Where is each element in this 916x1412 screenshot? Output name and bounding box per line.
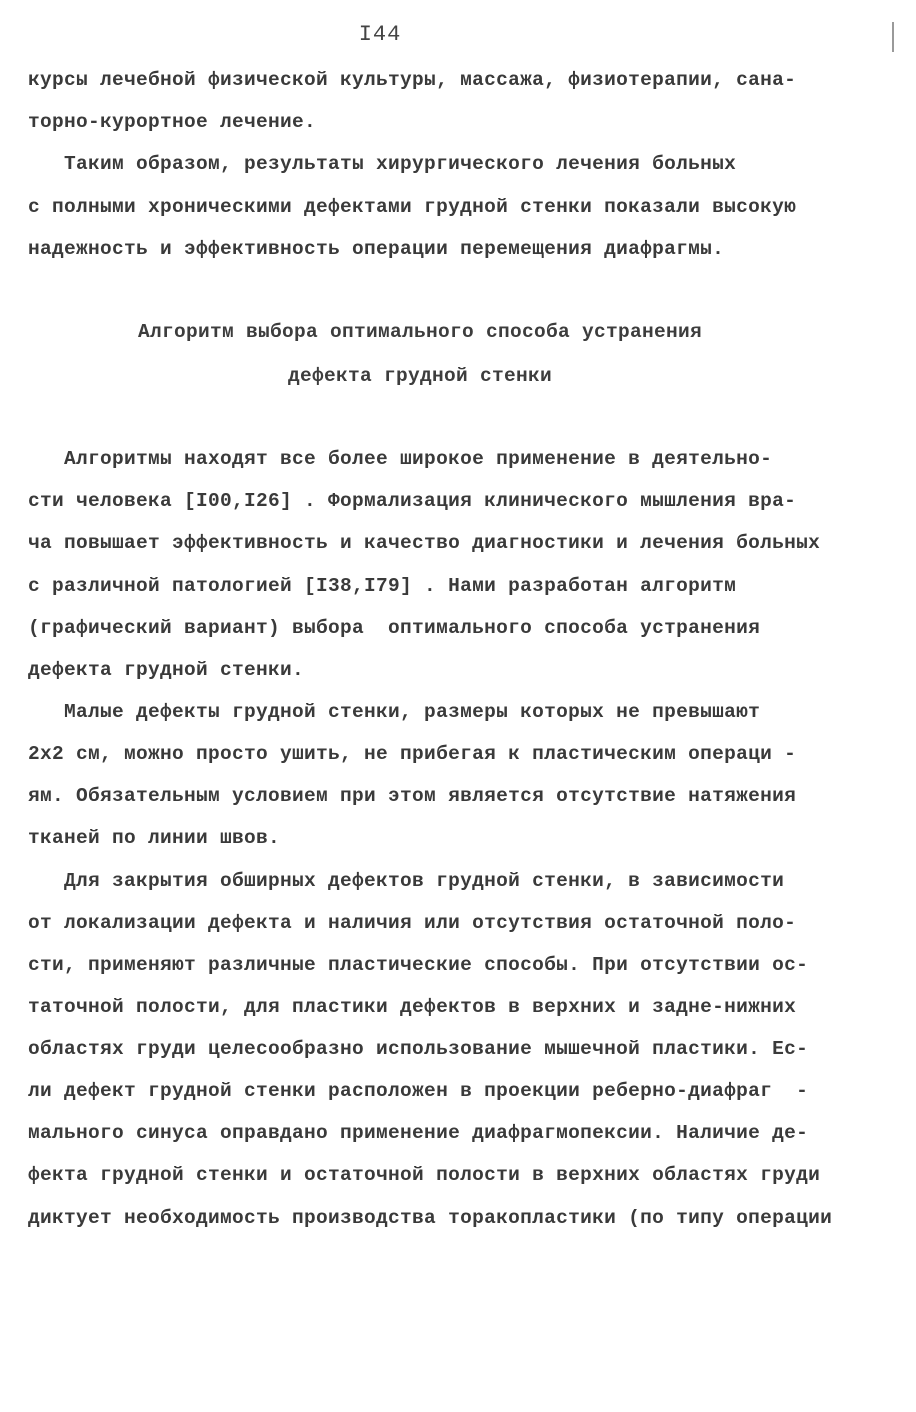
text-line: ли дефект грудной стенки расположен в проекции реберно-диафраг - bbox=[28, 1080, 809, 1102]
text-line: от локализации дефекта и наличия или отсутствия остаточной поло- bbox=[28, 912, 797, 934]
text-line: с различной патологией [I38,I79] . Нами разработан алгоритм bbox=[28, 575, 737, 597]
text-line: Для закрытия обширных дефектов грудной стенки, в зависимости bbox=[28, 870, 785, 892]
page-number: I44 bbox=[358, 22, 402, 47]
text-line: Малые дефекты грудной стенки, размеры которых не превышают bbox=[28, 701, 761, 723]
text-line: Алгоритмы находят все более широкое применение в деятельно- bbox=[28, 448, 773, 470]
text-line: диктует необходимость производства торакопластики (по типу операции bbox=[28, 1207, 833, 1229]
text-line: сти, применяют различные пластические способы. При отсутствии ос- bbox=[28, 954, 809, 976]
section-heading-line: дефекта грудной стенки bbox=[287, 365, 553, 387]
text-line: областях груди целесообразно использование мышечной пластики. Ес- bbox=[28, 1038, 809, 1060]
text-line: надежность и эффективность операции перемещения диафрагмы. bbox=[28, 238, 725, 260]
text-line: таточной полости, для пластики дефектов в верхних и задне-нижних bbox=[28, 996, 797, 1018]
section-heading-line: Алгоритм выбора оптимального способа устранения bbox=[137, 321, 703, 343]
text-line: фекта грудной стенки и остаточной полости в верхних областях груди bbox=[28, 1164, 821, 1186]
text-line: тканей по линии швов. bbox=[28, 827, 281, 849]
text-line: ча повышает эффективность и качество диагностики и лечения больных bbox=[28, 532, 821, 554]
text-line: 2х2 см, можно просто ушить, не прибегая к пластическим операци - bbox=[28, 743, 797, 765]
text-line: курсы лечебной физической культуры, массажа, физиотерапии, сана- bbox=[28, 69, 797, 91]
text-line: сти человека [I00,I26] . Формализация клинического мышления вра- bbox=[28, 490, 797, 512]
text-line: торно-курортное лечение. bbox=[28, 111, 317, 133]
text-line: с полными хроническими дефектами грудной стенки показали высокую bbox=[28, 196, 797, 218]
scan-edge-mark bbox=[892, 22, 894, 52]
text-line: дефекта грудной стенки. bbox=[28, 659, 305, 681]
text-line: Таким образом, результаты хирургического лечения больных bbox=[28, 153, 737, 175]
text-line: (графический вариант) выбора оптимального способа устранения bbox=[28, 617, 761, 639]
text-line: ям. Обязательным условием при этом является отсутствие натяжения bbox=[28, 785, 797, 807]
text-line: мального синуса оправдано применение диафрагмопексии. Наличие де- bbox=[28, 1122, 809, 1144]
